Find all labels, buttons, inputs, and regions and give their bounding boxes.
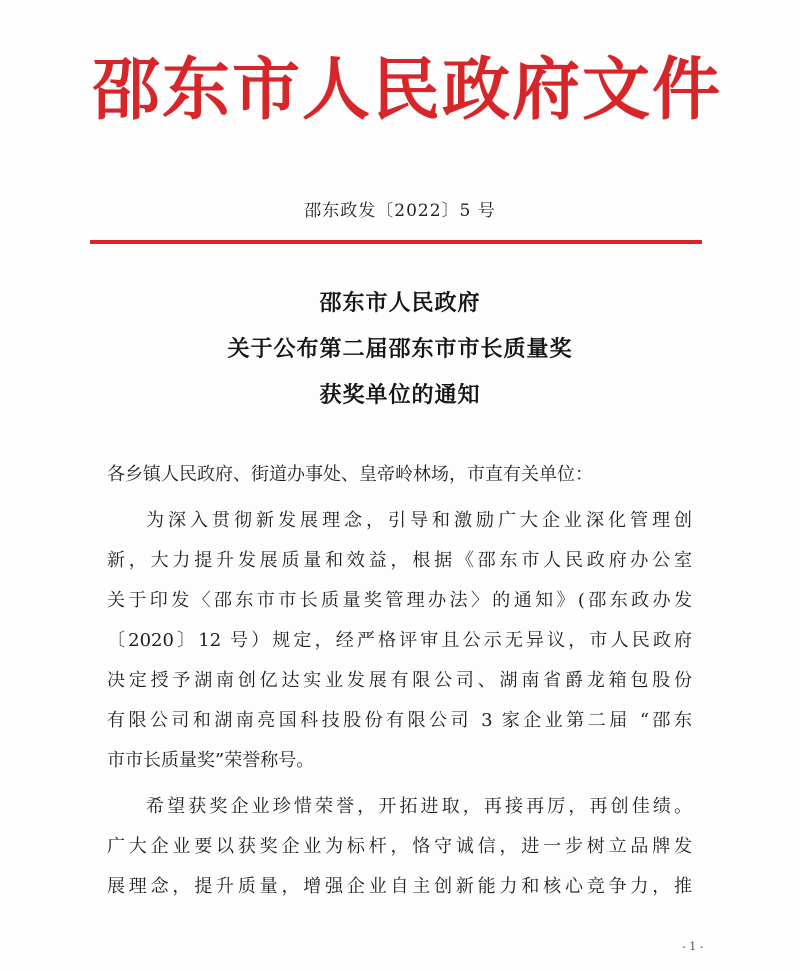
paragraph-2-line: 希望获奖企业珍惜荣誉，开拓进取，再接再厉，再创佳绩。	[146, 796, 692, 817]
paragraph-2-line: 广大企业要以获奖企业为标杆，恪守诚信，进一步树立品牌发	[107, 836, 692, 857]
salutation: 各乡镇人民政府、街道办事处、皇帝岭林场，市直有关单位：	[107, 464, 593, 485]
paragraph-2-line: 展理念，提升质量，增强企业自主创新能力和核心竞争力，推	[107, 876, 692, 897]
red-divider	[90, 240, 702, 244]
document-number: 邵东政发〔2022〕5 号	[304, 201, 496, 221]
masthead-title: 邵东市人民政府文件	[92, 50, 723, 130]
page-number: - 1 -	[682, 940, 704, 953]
notice-title-line-3: 获奖单位的通知	[319, 383, 481, 408]
paragraph-1-line: 市市长质量奖”荣誉称号。	[107, 750, 315, 771]
paragraph-1-line: 〔2020〕12 号）规定，经严格评审且公示无异议，市人民政府	[107, 630, 692, 651]
notice-title-line-2: 关于公布第二届邵东市市长质量奖	[227, 337, 573, 362]
paragraph-1-line: 新，大力提升发展质量和效益，根据《邵东市人民政府办公室	[107, 550, 692, 571]
paragraph-1-line: 决定授予湖南创亿达实业发展有限公司、湖南省爵龙箱包股份	[107, 670, 692, 691]
paragraph-1-line: 为深入贯彻新发展理念，引导和激励广大企业深化管理创	[146, 510, 692, 531]
notice-title-line-1: 邵东市人民政府	[319, 291, 481, 316]
paragraph-1-line: 关于印发〈邵东市市长质量奖管理办法〉的通知》(邵东政办发	[107, 590, 692, 611]
paragraph-1-line: 有限公司和湖南亮国科技股份有限公司 3 家企业第二届 “邵东	[107, 710, 692, 731]
